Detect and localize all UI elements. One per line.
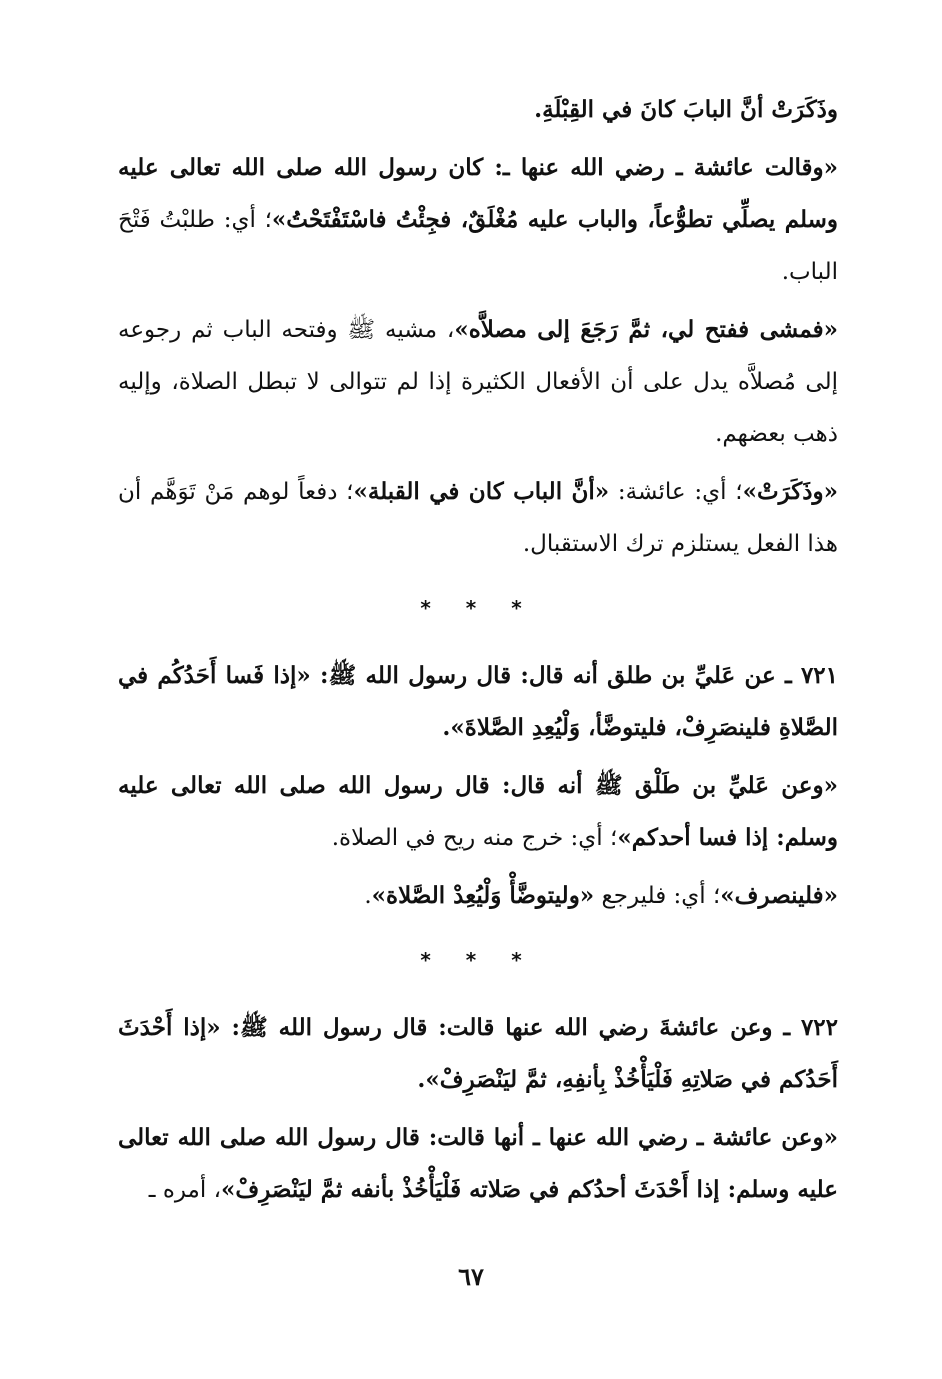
section-separator: * * * [420,596,536,620]
text-segment: ؛ دفعاً لوهم مَنْ تَوَهَّم أن هذا الفعل يستلزم ترك الاستقبال. [118,479,838,557]
text-segment: «وليتوضَّأْ وَلْيُعِدْ الصَّلاة» [371,882,595,909]
text-segment: ؛ أي: عائشة: [609,479,743,505]
text-segment: ؛ أي: طلبْتُ فَتْحَ الباب. [118,207,838,285]
hadith-721 [118,650,838,754]
paragraph [118,304,838,460]
text-segment: وذَكَرَتْ أنَّ البابَ كانَ في القِبْلَةِ. [534,96,838,123]
paragraph [118,84,838,136]
text-segment: «وذَكَرَتْ» [742,478,838,505]
text-segment: ، أمره ـ [148,1177,221,1203]
text-segment: «أنَّ الباب كان في القبلة» [353,478,610,505]
section-separator: * * * [420,948,536,972]
hadith-722 [118,1002,838,1106]
text-segment: «فلينصرف» [720,882,838,909]
text-segment: «فمشى ففتح لي، ثمَّ رَجَعَ إلى مصلاَّه» [454,316,838,343]
text-segment: ؛ أي: خرج منه ريح في الصلاة. [331,825,618,851]
text-segment: «وعن عائشة ـ رضي الله عنها ـ أنها قالت: قال رسول الله صلى الله تعالى عليه وسلم: إذا أَحْدَثَ أحدُكم في صَلاته فَلْيَأْخُذْ بأنفه ثمَّ ليَنْصَرِفْ» [118,1124,838,1203]
section-middle [118,650,838,922]
text-segment: «وقالت عائشة ـ رضي الله عنها ـ: كان رسول الله صلى الله تعالى عليه وسلم يصلِّي تطوُّعاً، والباب عليه مُغْلَقٌ، فجِئْتُ فاسْتَفْتَحْتُ» [118,154,838,233]
paragraph [118,760,838,864]
text-segment: ٧٢٢ ـ وعن عائشةَ رضي الله عنها قالت: قال رسول الله ﷺ: «إذا أَحْدَثَ أَحَدُكم في صَلاتِهِ فَلْيَأْخُذْ بِأنفِهِ، ثمَّ ليَنْصَرِفْ». [118,1014,838,1093]
paragraph [118,142,838,298]
page-number: ٦٧ [458,1262,484,1291]
section-bottom [118,1002,838,1216]
section-top [118,84,838,570]
paragraph [118,466,838,570]
text-segment: ؛ أي: فليرجع [594,883,721,909]
paragraph [118,1112,838,1216]
text-segment: ٧٢١ ـ عن عَليِّ بن طلق أنه قال: قال رسول الله ﷺ: «إذا فَسا أَحَدُكُم في الصَّلاةِ فلينصَرِفْ، فليتوضَّأ، وَلْيُعِدِ الصَّلاةَ». [118,662,838,741]
text-segment: «وعن عَليِّ بن طَلْق ﷺ أنه قال: قال رسول الله صلى الله تعالى عليه وسلم: إذا فسا أحدكم» [118,772,838,851]
paragraph [118,870,838,922]
page-body [118,84,838,1222]
text-segment: ، مشيه ﷺ وفتحه الباب ثم رجوعه إلى مُصلاَّه يدل على أن الأفعال الكثيرة إذا لم تتوالى لا تبطل الصلاة، وإليه ذهب بعضهم. [118,317,838,447]
text-segment: . [364,883,372,909]
